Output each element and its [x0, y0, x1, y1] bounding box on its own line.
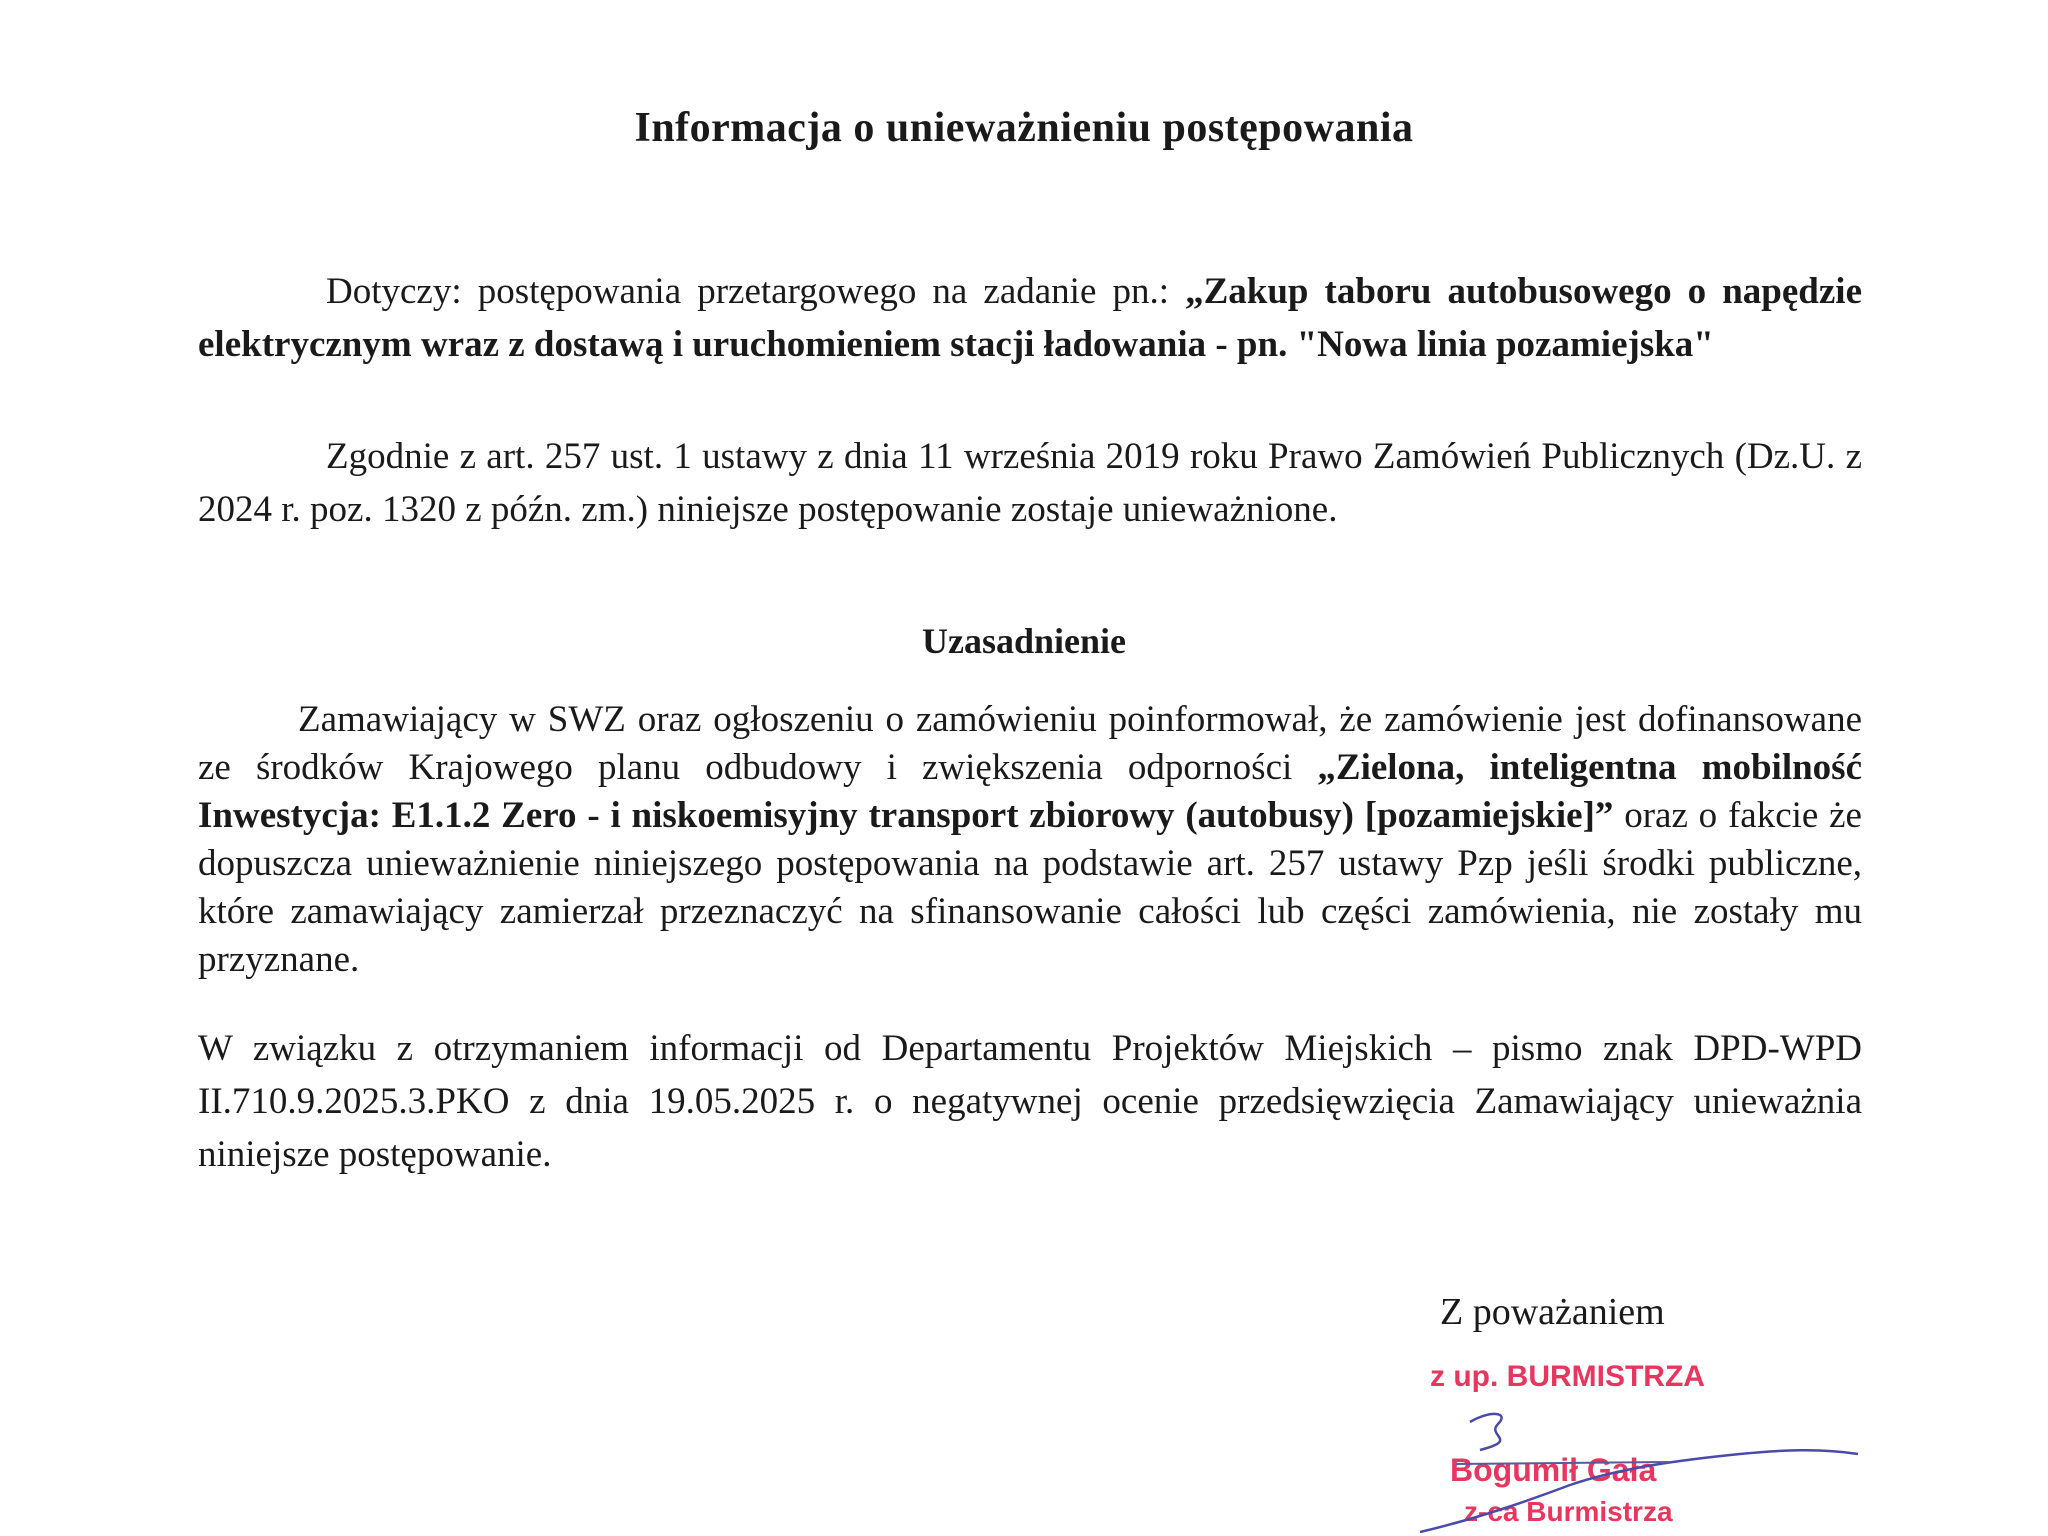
subject-paragraph: [198, 265, 1862, 371]
handwritten-signature: [1420, 1350, 1860, 1536]
consequence-paragraph: [198, 1022, 1862, 1181]
justification-program-name: „Zielona, inteligentna mobilność Inwestycja: E1.1.2 Zero - i niskoemisyjny transport zbiorowy (autobusy) [pozamiejskie]”: [198, 747, 1862, 836]
closing-greeting: Z poważaniem: [1440, 1291, 1665, 1333]
legal-statement-paragraph: [198, 430, 1862, 536]
stamp-authority-line: z up. BURMISTRZA: [1430, 1360, 1705, 1393]
subject-prefix: Dotyczy: postępowania przetargowego na zadanie pn.:: [326, 271, 1186, 312]
subject-title: „Zakup taboru autobusowego o napędzie elektrycznym wraz z dostawą i uruchomieniem stacji ładowania - pn. "Nowa linia pozamiejska": [198, 271, 1863, 365]
justification-heading: Uzasadnienie: [921, 621, 1126, 661]
stamp-signatory-role: z-ca Burmistrza: [1464, 1496, 1673, 1527]
signature-underline: [1456, 1462, 1670, 1464]
signature-flourish: [1470, 1414, 1502, 1450]
justification-text-1: Zamawiający w SWZ oraz ogłoszeniu o zamówieniu poinformował, że zamówienie jest dofinansowane ze środków Krajowego planu odbudowy i zwiększenia odporności: [198, 699, 1862, 788]
justification-paragraph: [198, 696, 1862, 984]
signature-stamp: [1420, 1350, 1860, 1536]
document-title: Informacja o unieważnieniu postępowania: [634, 105, 1414, 151]
stamp-signatory-name: Bogumił Gała: [1450, 1452, 1657, 1488]
justification-text-2: oraz o fakcie że dopuszcza unieważnienie niniejszego postępowania na podstawie art. 257 ustawy Pzp jeśli środki publiczne, które zamawiający zamierzał przeznaczyć na sfinansowanie całości lub części zamówienia, nie zostały mu przyznane.: [198, 795, 1862, 980]
legal-statement: Zgodnie z art. 257 ust. 1 ustawy z dnia 11 września 2019 roku Prawo Zamówień Publicznych (Dz.U. z 2024 r. poz. 1320 z późn. zm.) niniejsze postępowanie zostaje unieważnione.: [198, 436, 1862, 530]
consequence-text: W związku z otrzymaniem informacji od Departamentu Projektów Miejskich – pismo znak DPD-WPD II.710.9.2025.3.PKO z dnia 19.05.2025 r. o negatywnej ocenie przedsięwzięcia Zamawiający unieważnia niniejsze postępowanie.: [198, 1028, 1862, 1175]
